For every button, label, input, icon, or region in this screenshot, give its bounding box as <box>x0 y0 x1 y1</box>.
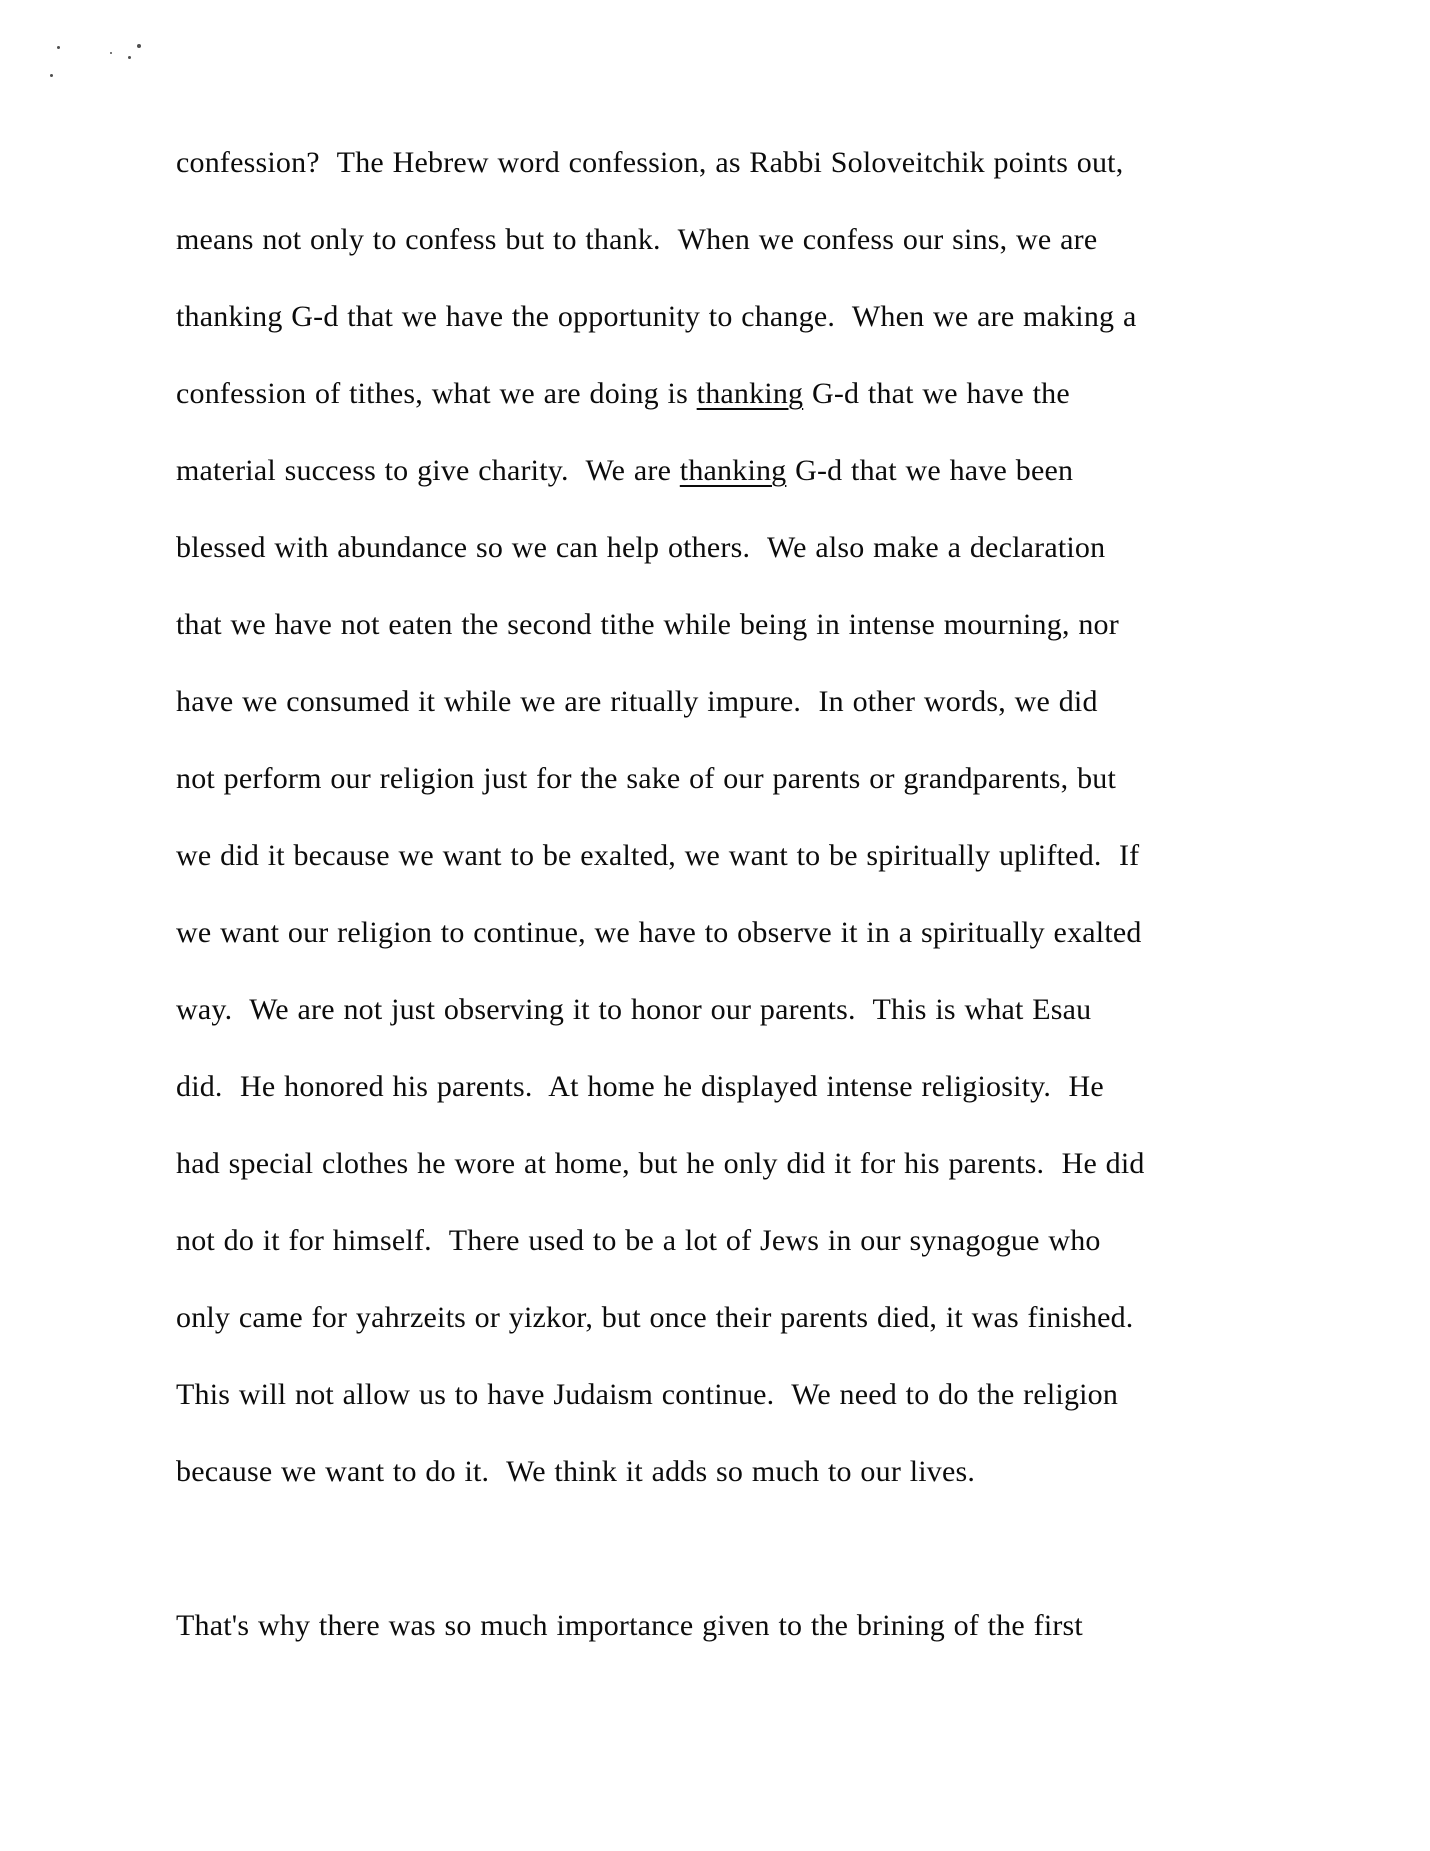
text-line <box>176 1125 1326 1202</box>
text-segment: This will not allow us to have Judaism continue. We need to do the religion <box>176 1378 1119 1411</box>
scan-speck <box>57 46 60 49</box>
text-segment: way. We are not just observing it to honor our parents. This is what Esau <box>176 993 1092 1026</box>
text-line <box>176 894 1326 971</box>
text-line <box>176 1587 1326 1664</box>
text-line <box>176 1279 1326 1356</box>
text-line <box>176 355 1326 432</box>
text-line <box>176 817 1326 894</box>
paragraph <box>176 124 1326 1510</box>
text-line <box>176 124 1326 201</box>
text-segment: confession? The Hebrew word confession, as Rabbi Soloveitchik points out, <box>176 146 1124 179</box>
text-line <box>176 663 1326 740</box>
text-segment: have we consumed it while we are ritually impure. In other words, we did <box>176 685 1098 718</box>
text-segment: we did it because we want to be exalted, we want to be spiritually uplifted. If <box>176 839 1140 872</box>
text-segment: G-d that we have been <box>786 454 1074 487</box>
text-line <box>176 971 1326 1048</box>
text-line <box>176 1356 1326 1433</box>
text-line <box>176 1433 1326 1510</box>
text-segment: that we have not eaten the second tithe while being in intense mourning, nor <box>176 608 1119 641</box>
text-line <box>176 1048 1326 1125</box>
scan-speck <box>110 52 112 54</box>
text-segment: only came for yahrzeits or yizkor, but once their parents died, it was finished. <box>176 1301 1134 1334</box>
text-segment: means not only to confess but to thank. When we confess our sins, we are <box>176 223 1098 256</box>
text-segment: confession of tithes, what we are doing is <box>176 377 697 410</box>
text-segment: not perform our religion just for the sake of our parents or grandparents, but <box>176 762 1117 795</box>
text-segment: That's why there was so much importance given to the brining of the first <box>176 1609 1083 1642</box>
text-segment: because we want to do it. We think it adds so much to our lives. <box>176 1455 976 1488</box>
text-line <box>176 278 1326 355</box>
text-segment: we want our religion to continue, we have to observe it in a spiritually exalted <box>176 916 1142 949</box>
scan-speck <box>50 74 53 77</box>
text-line <box>176 509 1326 586</box>
underlined-text-segment: thanking <box>679 454 787 487</box>
text-segment: did. He honored his parents. At home he displayed intense religiosity. He <box>176 1070 1104 1103</box>
text-segment: material success to give charity. We are <box>176 454 680 487</box>
underlined-text-segment: thanking <box>696 377 804 410</box>
text-line <box>176 740 1326 817</box>
text-segment: had special clothes he wore at home, but he only did it for his parents. He did <box>176 1147 1145 1180</box>
text-line <box>176 201 1326 278</box>
text-segment: not do it for himself. There used to be a lot of Jews in our synagogue who <box>176 1224 1101 1257</box>
text-segment: G-d that we have the <box>803 377 1070 410</box>
text-segment: blessed with abundance so we can help others. We also make a declaration <box>176 531 1106 564</box>
scan-speck <box>137 44 141 48</box>
paragraph <box>176 1587 1326 1664</box>
text-line <box>176 586 1326 663</box>
scan-speck <box>128 56 131 59</box>
text-line <box>176 1202 1326 1279</box>
document-text <box>176 124 1326 1664</box>
text-segment: thanking G-d that we have the opportunity to change. When we are making a <box>176 300 1137 333</box>
text-line <box>176 432 1326 509</box>
